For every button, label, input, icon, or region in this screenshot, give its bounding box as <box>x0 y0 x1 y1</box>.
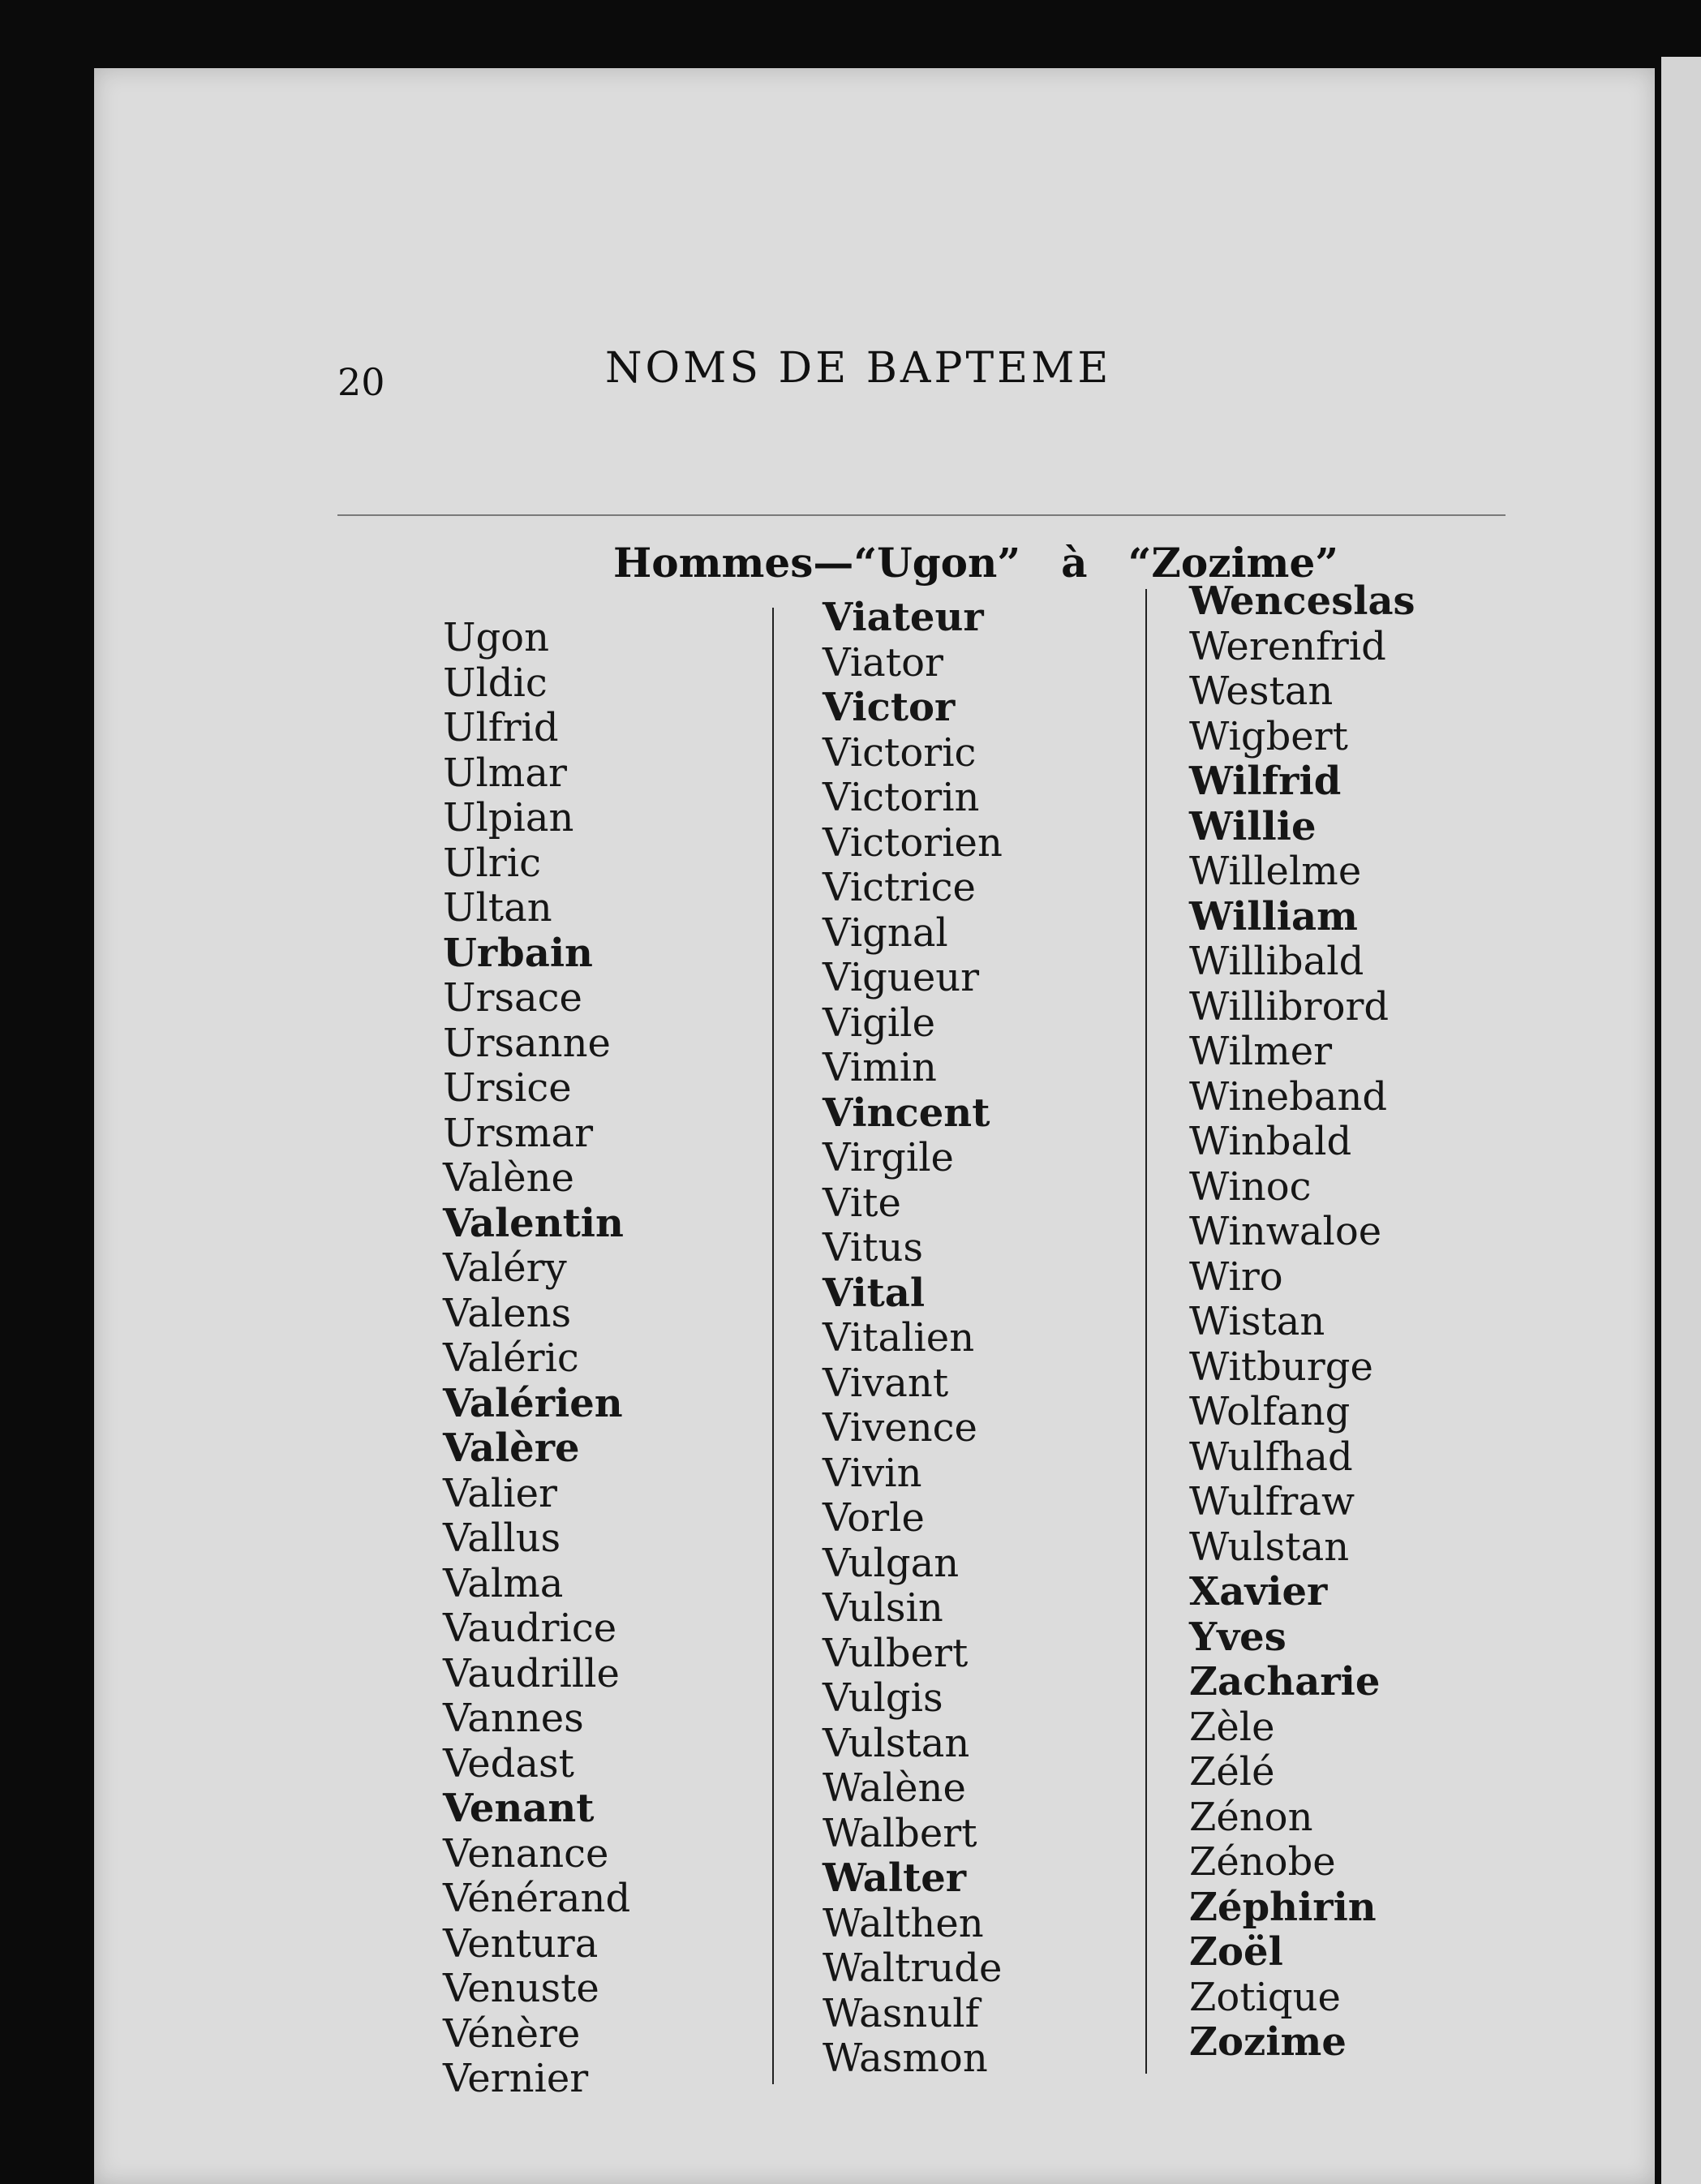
name-entry: Viateur <box>823 595 984 640</box>
name-entry: Vigile <box>823 1000 936 1046</box>
name-entry: Victor <box>823 685 956 730</box>
name-entry: Vallus <box>443 1515 561 1561</box>
name-entry: Vénérand <box>443 1876 631 1921</box>
name-entry: Winbald <box>1189 1119 1352 1164</box>
name-entry: Wiro <box>1189 1253 1283 1300</box>
name-entry: Winoc <box>1189 1163 1312 1210</box>
name-entry: Uldic <box>443 660 548 706</box>
name-entry: Valentin <box>443 1200 624 1246</box>
name-entry: Vedast <box>443 1740 574 1786</box>
name-entry: Ulmar <box>443 750 567 796</box>
name-entry: Valens <box>443 1290 572 1336</box>
name-entry: Vannes <box>443 1696 584 1741</box>
name-entry: Wulstan <box>1189 1524 1350 1570</box>
name-entry: Zotique <box>1189 1974 1341 2020</box>
name-entry: William <box>1189 893 1358 939</box>
name-entry: Vaudrille <box>443 1650 620 1696</box>
name-entry: Venant <box>443 1786 595 1831</box>
adjacent-page-edge <box>1661 57 1701 2184</box>
name-entry: Wenceslas <box>1189 578 1415 624</box>
name-entry: Witburge <box>1189 1344 1373 1390</box>
name-entry: Victoric <box>823 729 977 776</box>
name-entry: Willie <box>1189 803 1317 849</box>
column-divider-1 <box>772 608 774 2084</box>
name-entry: Vitus <box>823 1225 924 1270</box>
name-entry: Ulpian <box>443 795 574 840</box>
name-entry: Valère <box>443 1425 580 1471</box>
page-header <box>337 336 1506 417</box>
scanned-page <box>94 68 1655 2184</box>
name-entry: Vincent <box>823 1090 990 1136</box>
name-entry: Valéric <box>443 1335 579 1381</box>
name-entry: Ultan <box>443 885 552 931</box>
name-entry: Walène <box>823 1765 966 1811</box>
name-entry: Urbain <box>443 930 593 976</box>
name-entry: Zacharie <box>1189 1659 1381 1705</box>
page-number: 20 <box>337 360 385 404</box>
name-entry: Zèle <box>1189 1704 1275 1750</box>
name-entry: Valier <box>443 1470 557 1516</box>
name-entry: Wolfang <box>1189 1389 1351 1434</box>
name-entry: Willelme <box>1189 849 1362 894</box>
name-entry: Wigbert <box>1189 713 1348 759</box>
name-column-2 <box>823 595 1003 2082</box>
name-entry: Ursmar <box>443 1110 594 1156</box>
name-entry: Zélé <box>1189 1749 1275 1795</box>
name-entry: Valène <box>443 1155 574 1201</box>
section-title-right: “Zozime” <box>1128 539 1339 587</box>
name-entry: Vulsin <box>823 1585 943 1631</box>
name-entry: Wasnulf <box>823 1990 980 2036</box>
name-entry: Westan <box>1189 669 1334 714</box>
name-entry: Ventura <box>443 1920 599 1967</box>
section-title-middle: à <box>1061 539 1088 587</box>
name-entry: Ursace <box>443 975 582 1021</box>
name-column-1 <box>443 616 630 2102</box>
name-entry: Vulgis <box>823 1675 943 1721</box>
name-entry: Zéphirin <box>1189 1884 1377 1930</box>
name-entry: Valma <box>443 1560 564 1606</box>
name-entry: Ugon <box>443 615 549 660</box>
name-entry: Zoël <box>1189 1929 1283 1975</box>
name-entry: Vivence <box>823 1405 977 1451</box>
name-entry: Wulfhad <box>1189 1434 1353 1480</box>
name-entry: Vivin <box>823 1450 922 1496</box>
name-entry: Vulstan <box>823 1720 970 1766</box>
name-entry: Vulbert <box>823 1630 969 1676</box>
name-entry: Walthen <box>823 1900 984 1946</box>
name-entry: Winwaloe <box>1189 1209 1382 1254</box>
name-entry: Zénobe <box>1189 1839 1336 1885</box>
name-entry: Wulfraw <box>1189 1479 1355 1524</box>
name-entry: Venance <box>443 1830 609 1877</box>
name-entry: Vite <box>823 1180 901 1226</box>
name-entry: Vignal <box>823 909 948 956</box>
name-entry: Willibald <box>1189 939 1364 984</box>
name-entry: Ulric <box>443 840 541 886</box>
name-entry: Walbert <box>823 1810 977 1856</box>
name-entry: Viator <box>823 639 943 686</box>
name-entry: Victorien <box>823 819 1003 866</box>
page-content <box>337 336 1506 2121</box>
name-entry: Wilfrid <box>1189 759 1342 804</box>
name-entry: Vitalien <box>823 1315 975 1361</box>
name-entry: Ulfrid <box>443 705 559 750</box>
name-entry: Zénon <box>1189 1794 1313 1840</box>
name-entry: Wasmon <box>823 2036 988 2081</box>
name-entry: Xavier <box>1189 1569 1328 1614</box>
name-entry: Yves <box>1189 1614 1286 1660</box>
name-entry: Venuste <box>443 1966 599 2011</box>
name-entry: Wistan <box>1189 1299 1325 1344</box>
name-entry: Vigueur <box>823 955 980 1000</box>
name-entry: Walter <box>823 1855 967 1901</box>
name-entry: Vaudrice <box>443 1606 617 1651</box>
column-divider-2 <box>1145 589 1147 2074</box>
name-entry: Vulgan <box>823 1540 960 1586</box>
section-title-left: Hommes—“Ugon” <box>613 539 1021 587</box>
name-entry: Valérien <box>443 1380 623 1426</box>
name-entry: Vital <box>823 1270 926 1316</box>
running-title: NOMS DE BAPTEME <box>605 344 1112 393</box>
name-entry: Willibrord <box>1189 983 1390 1030</box>
name-entry: Waltrude <box>823 1945 1003 1991</box>
name-entry: Victorin <box>823 775 980 820</box>
name-entry: Vorle <box>823 1495 925 1541</box>
name-entry: Vimin <box>823 1045 937 1090</box>
name-entry: Wineband <box>1189 1073 1388 1120</box>
name-entry: Werenfrid <box>1189 623 1386 669</box>
name-entry: Virgile <box>823 1135 954 1180</box>
name-entry: Victrice <box>823 865 976 910</box>
name-entry: Valéry <box>443 1245 567 1291</box>
name-column-3 <box>1189 579 1415 2066</box>
name-entry: Vivant <box>823 1360 949 1406</box>
name-entry: Vernier <box>443 2056 589 2101</box>
name-entry: Zozime <box>1189 2019 1347 2065</box>
name-entry: Wilmer <box>1189 1029 1333 1074</box>
header-rule <box>337 514 1506 516</box>
name-entry: Ursanne <box>443 1020 611 1066</box>
name-entry: Ursice <box>443 1065 572 1111</box>
name-entry: Vénère <box>443 2010 581 2057</box>
